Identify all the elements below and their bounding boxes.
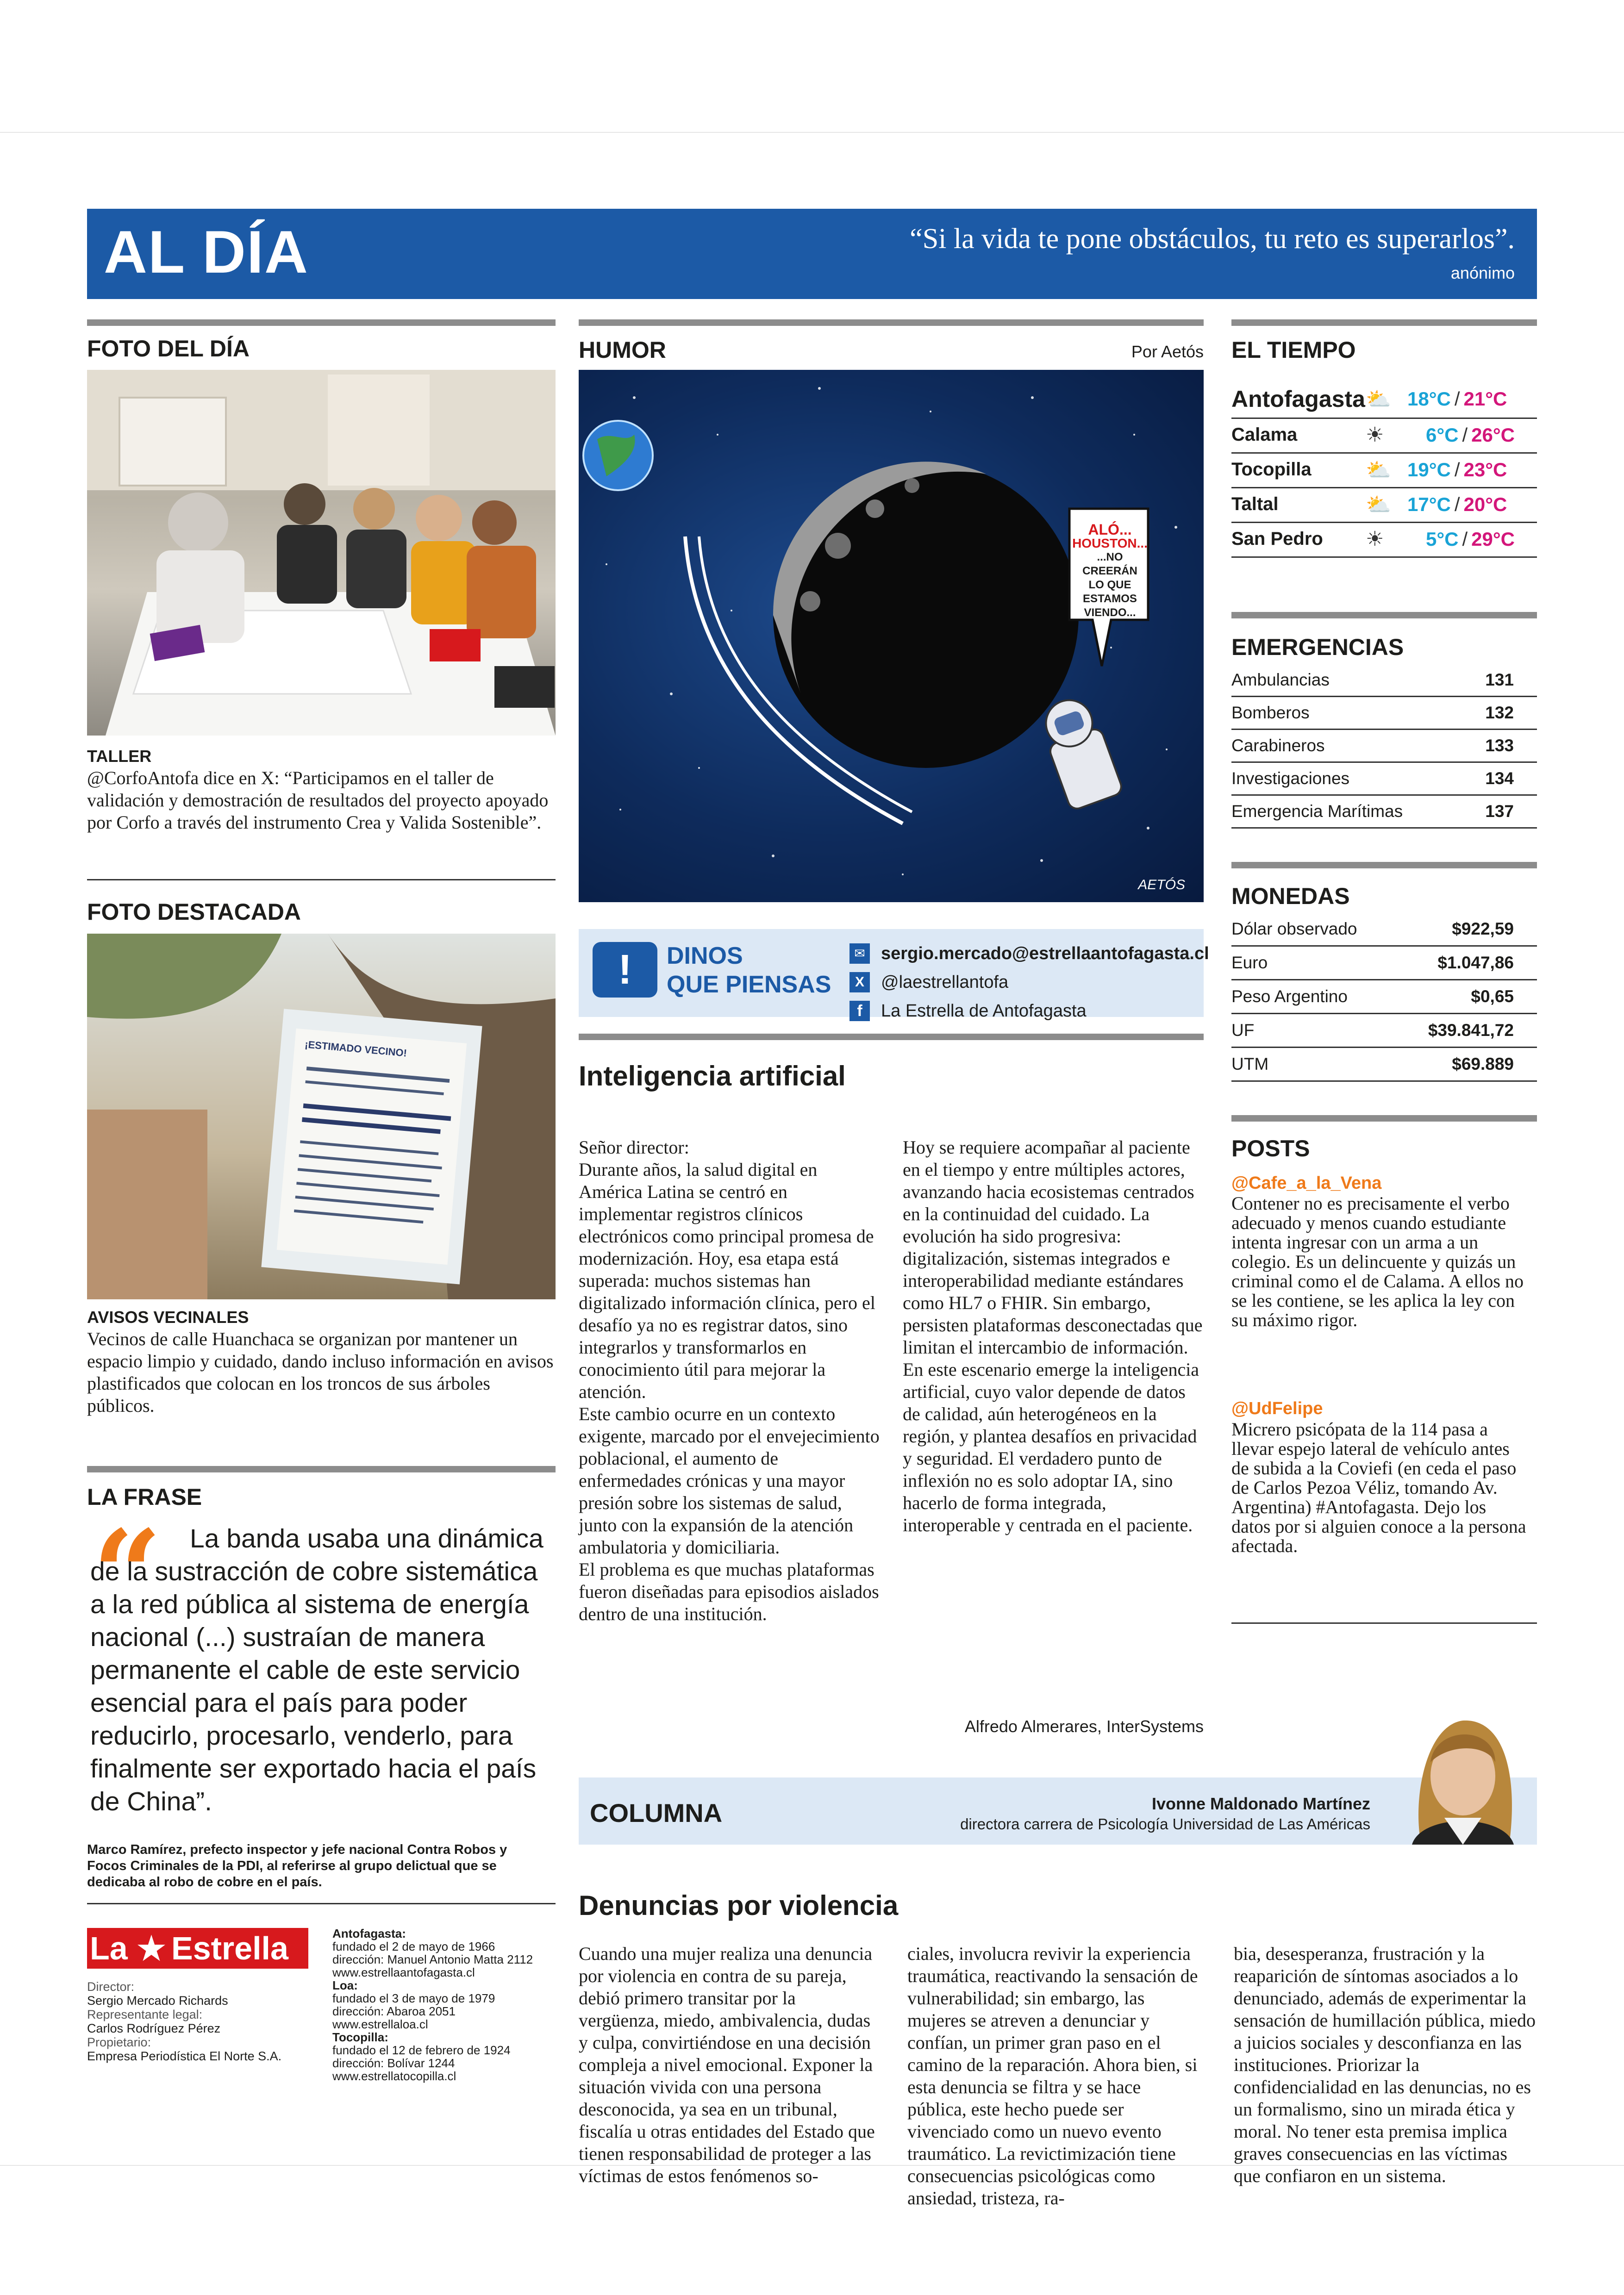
row-value: $0,65 <box>1471 987 1514 1006</box>
currency-row <box>1231 913 1537 947</box>
author-avatar <box>1393 1707 1528 1845</box>
carta-paragraph: Este cambio ocurre en un contexto exigente, marcado por el envejecimiento poblacional, el aumento de enfermedades crónicas y una mayor presión sobre los sistemas de salud, junto con la expansión de la atención ambulatoria y domiciliaria. <box>579 1403 880 1558</box>
weather-city: Antofagasta <box>1231 386 1365 412</box>
director-name: Sergio Mercado Richards <box>87 1994 228 2008</box>
columna-author: Ivonne Maldonado Martínez <box>1151 1794 1370 1813</box>
header-quote-author: anónimo <box>1450 263 1515 282</box>
newspaper-page <box>0 132 1624 2208</box>
currency-row <box>1231 1014 1537 1048</box>
post-text: Contener no es precisamente el verbo adecuado y menos cuando estudiante intenta ingresar con un arma a un colegio. Es un delincuente y quizás un criminal como el de Calama. A ellos no se les contiene, se les aplica la ley con su máximo rigor. <box>1231 1193 1524 1330</box>
weather-row: Tocopilla ⛅ 19°C / 23°C <box>1231 452 1537 488</box>
edition-line: fundado el 3 de mayo de 1979 <box>332 1991 495 2005</box>
dinos-box <box>579 929 1209 1021</box>
columna-title: Denuncias por violencia <box>579 1890 899 1921</box>
cartoon-illustration <box>579 370 1204 902</box>
carta-paragraph: En este escenario emerge la inteligencia artificial, cuyo valor depende de datos de calidad, aún heterogéneos en la región, y plantea desafíos en privacidad y seguridad. El verdadero punto de inflexión no es solo adoptar IA, sino hacerlo de forma integrada, interoperable y centrada en el paciente. <box>903 1359 1199 1535</box>
temp-max: 29°C <box>1471 528 1515 550</box>
row-value: $39.841,72 <box>1428 1021 1514 1040</box>
partly-cloudy-icon: ⛅ <box>1366 493 1391 516</box>
foto-destacada-caption: Vecinos de calle Huanchaca se organizan por mantener un espacio limpio y cuidado, dando incluso información en avisos plastificados que colocan en los troncos de sus árboles públicos. <box>87 1328 554 1416</box>
bubble-line: LO QUE <box>1088 579 1131 591</box>
row-value: $69.889 <box>1452 1054 1514 1073</box>
row-value: $922,59 <box>1452 919 1514 938</box>
currency-row <box>1231 980 1537 1014</box>
edition-loa <box>332 1979 556 2031</box>
row-value: 131 <box>1485 670 1514 689</box>
edition-line: www.estrellaantofagasta.cl <box>332 1965 475 1979</box>
edition-line: fundado el 12 de febrero de 1924 <box>332 2043 511 2057</box>
header-quote: “Si la vida te pone obstáculos, tu reto es superarlos”. <box>910 223 1515 255</box>
temp-min: 17°C <box>1407 493 1451 515</box>
columna-label: COLUMNA <box>590 1798 723 1827</box>
post-user[interactable]: @Cafe_a_la_Vena <box>1231 1173 1382 1193</box>
humor-cartoon[interactable] <box>579 370 1204 902</box>
post-text: Micrero psicópata de la 114 pasa a llevar espejo lateral de vehículo antes de subida a la Coviefi (en ceda el paso de Carlos Pezoa Véliz, tomando Av. Argentina) #Antofagasta. Dejo los datos por si alguien conoce a la persona afectada. <box>1231 1419 1526 1556</box>
section-title: AL DÍA <box>104 218 309 286</box>
partly-cloudy-icon: ⛅ <box>1366 458 1391 481</box>
row-label: UF <box>1231 1021 1255 1040</box>
sunny-icon: ☀ <box>1366 424 1384 446</box>
weather-row: San Pedro ☀ 5°C / 29°C <box>1231 522 1537 558</box>
row-label: Peso Argentino <box>1231 987 1348 1006</box>
temp-max: 21°C <box>1463 388 1507 410</box>
masthead-staff <box>87 1980 319 2063</box>
dinos-title-1: DINOS <box>667 942 743 969</box>
carta-col-2 <box>903 1136 1204 1536</box>
facebook-link[interactable] <box>849 997 1209 1025</box>
currency-row <box>1231 1048 1537 1082</box>
posts-heading: POSTS <box>1231 1135 1310 1161</box>
temp-min: 6°C <box>1426 424 1459 446</box>
director-label: Director: <box>87 1980 135 1994</box>
sunny-icon: ☀ <box>1366 528 1384 550</box>
edition-line: dirección: Manuel Antonio Matta 2112 <box>332 1952 533 1966</box>
author-portrait <box>1393 1707 1528 1845</box>
edition-city: Loa: <box>332 1978 358 1992</box>
carta-paragraph: Durante años, la salud digital en América Latina se centró en implementar registros clínicos electrónicos como principal promesa de modernización. Hoy, esa etapa está superada: muchos sistemas han digitalizado información clínica, pero el desafío ya no es registrar datos, sino integrarlos y transformarlos en conocimiento útil para mejorar la atención. <box>579 1159 875 1402</box>
emergency-row <box>1231 697 1537 730</box>
carta-paragraph: Señor director: <box>579 1137 689 1158</box>
foto-destacada-heading: FOTO DESTACADA <box>87 899 301 925</box>
weather-row: Antofagasta ⛅ 18°C / 21°C <box>1231 380 1537 419</box>
weather-city: San Pedro <box>1231 529 1323 549</box>
owner-label: Propietario: <box>87 2035 151 2049</box>
emergency-row <box>1231 730 1537 763</box>
monedas-heading: MONEDAS <box>1231 883 1350 909</box>
tiempo-heading: EL TIEMPO <box>1231 337 1356 363</box>
emergencias-heading: EMERGENCIAS <box>1231 634 1404 660</box>
foto-destacada-photo[interactable] <box>87 934 556 1299</box>
speech-bubble <box>1072 523 1148 620</box>
post-user[interactable]: @UdFelipe <box>1231 1399 1323 1418</box>
cartoon-signature: AETÓS <box>1138 877 1185 892</box>
foto-dia-caption: @CorfoAntofa dice en X: “Participamos en el taller de validación y demostración de resultados del proyecto apoyado por Corfo a través del instrumento Crea y Valida Sostenible”. <box>87 767 549 833</box>
columna-col-3: bia, desesperanza, frustración y la reaparición de síntomas asociados a lo denunciado, además de experimentar la sensación de humillación pública, miedo a juicios sociales y desconfianza en las instituciones. Priorizar la confidencialidad en las denuncias, no es un formalismo, sino un mirada ética y moral. No tener esta premisa implica graves consecuencias en las víctimas que confiaron en un sistema. <box>1234 1943 1536 2186</box>
temp-min: 5°C <box>1426 528 1459 550</box>
dinos-title-2: QUE PIENSAS <box>667 971 831 998</box>
row-value: 132 <box>1485 703 1514 722</box>
rep-label: Representante legal: <box>87 2008 203 2021</box>
edition-city: Tocopilla: <box>332 2030 388 2044</box>
bubble-line: ESTAMOS <box>1083 592 1137 605</box>
foto-dia-photo[interactable] <box>87 370 556 736</box>
owner-name: Empresa Periodística El Norte S.A. <box>87 2049 282 2063</box>
weather-city: Calama <box>1231 424 1298 445</box>
edition-tocopilla <box>332 2031 556 2083</box>
foto-dia-kicker: TALLER <box>87 747 152 766</box>
edition-line: www.estrellatocopilla.cl <box>332 2069 456 2083</box>
sign-title: ¡ESTIMADO VECINO! <box>304 1038 407 1059</box>
contact-list <box>849 939 1209 1025</box>
logo-estrella: Estrella <box>171 1930 288 1966</box>
weather-row: Calama ☀ 6°C / 26°C <box>1231 418 1537 454</box>
row-label: Dólar observado <box>1231 919 1357 938</box>
star-icon: ★ <box>135 1928 168 1970</box>
facebook-icon: f <box>849 1001 870 1021</box>
workshop-photo-illustration <box>87 370 556 736</box>
row-label: UTM <box>1231 1054 1269 1073</box>
bubble-line: HOUSTON... <box>1072 536 1148 550</box>
email-text: sergio.mercado@estrellaantofagasta.cl <box>881 944 1209 963</box>
temp-max: 26°C <box>1471 424 1515 446</box>
carta-paragraph: El problema es que muchas plataformas fueron diseñadas para episodios aislados dentro de una institución. <box>579 1559 879 1624</box>
frase-quote: La banda usaba una dinámica de la sustracción de cobre sistemática a la red pública al sistema de energía nacional (...) sustraían de manera permanente el cable de este servicio esencial para el país para poder reducirlo, procesarlo, venderlo, para finalmente ser exportado hacia el país de China”. <box>90 1524 543 1816</box>
rep-name: Carlos Rodríguez Pérez <box>87 2021 221 2035</box>
quote-mark-icon: “ <box>93 1504 162 1645</box>
temp-max: 23°C <box>1463 458 1507 480</box>
frase-heading: LA FRASE <box>87 1484 202 1510</box>
row-value: $1.047,86 <box>1437 953 1514 972</box>
temp-min: 19°C <box>1407 458 1451 480</box>
row-value: 137 <box>1485 802 1514 821</box>
row-label: Carabineros <box>1231 736 1325 755</box>
edition-antofagasta <box>332 1927 556 1979</box>
columna-col-2: ciales, involucra revivir la experiencia traumática, reactivando la sensación de vulnerabilidad; sin embargo, las mujeres se atreven a denunciar y confían, un primer gran paso en el camino de la reparación. Ahora bien, si esta denuncia se filtra y se hace pública, este hecho puede ser vivenciado como un nuevo evento traumático. La revictimización tiene consecuencias psicológicas como ansiedad, tristeza, ra- <box>907 1943 1198 2208</box>
alert-icon: ! <box>593 942 657 998</box>
row-label: Investigaciones <box>1231 769 1350 788</box>
edition-city: Antofagasta: <box>332 1927 406 1940</box>
la-estrella-logo[interactable] <box>87 1928 308 1969</box>
emergency-row <box>1231 664 1537 697</box>
carta-col-1 <box>579 1136 880 1625</box>
tree-notice-illustration <box>87 934 556 1299</box>
bubble-line: ...NO CREERÁN <box>1082 551 1137 577</box>
section-header <box>87 209 1537 299</box>
email-link[interactable] <box>849 939 1209 968</box>
row-label: Emergencia Marítimas <box>1231 802 1403 821</box>
columna-col-1: Cuando una mujer realiza una denuncia por violencia en contra de su pareja, debió primero transitar por la vergüenza, miedo, ambivalencia, dudas y culpa, convirtiéndose en una decisión compleja a nivel emocional. Exponer la situación vivida con una persona desconocida, ya sea en un tribunal, fiscalía u otras entidades del Estado que tienen responsabilidad de proteger a las víctimas de estos fenómenos so- <box>579 1943 875 2186</box>
row-value: 134 <box>1485 769 1514 788</box>
temp-min: 18°C <box>1407 388 1451 410</box>
temp-max: 20°C <box>1463 493 1507 515</box>
frase-attribution: Marco Ramírez, prefecto inspector y jefe nacional Contra Robos y Focos Criminales de la PDI, al referirse al grupo delictual que se dedicaba al robo de cobre en el país. <box>87 1842 507 1890</box>
foto-dia-heading: FOTO DEL DÍA <box>87 336 250 362</box>
humor-heading: HUMOR <box>579 337 666 363</box>
weather-city: Taltal <box>1231 494 1279 514</box>
bubble-line: VIENDO... <box>1084 606 1136 619</box>
carta-paragraph: Hoy se requiere acompañar al paciente en el tiempo y entre múltiples actores, avanzando hacia ecosistemas centrados en la continuidad del cuidado. La evolución ha sido progresiva: digitalización, sistemas integrados e interoperabilidad mediante estándares como HL7 o FHIR. Sin embargo, persisten plataformas desconectadas que limitan el intercambio de información. <box>903 1137 1203 1358</box>
columna-author-role: directora carrera de Psicología Universidad de Las Américas <box>960 1815 1370 1833</box>
logo-la: La <box>90 1930 128 1966</box>
foto-destacada-kicker: AVISOS VECINALES <box>87 1308 249 1327</box>
carta-signature: Alfredo Almerares, InterSystems <box>964 1717 1204 1736</box>
x-handle: @laestrellantofa <box>881 973 1009 992</box>
partly-cloudy-icon: ⛅ <box>1366 388 1391 411</box>
edition-line: dirección: Abaroa 2051 <box>332 2004 456 2018</box>
weather-row: Taltal ⛅ 17°C / 20°C <box>1231 487 1537 523</box>
masthead-editions <box>332 1927 556 2083</box>
x-link[interactable] <box>849 968 1209 997</box>
currency-row <box>1231 947 1537 980</box>
bubble-line: ALÓ... <box>1088 521 1132 538</box>
row-label: Ambulancias <box>1231 670 1330 689</box>
edition-line: dirección: Bolívar 1244 <box>332 2056 455 2070</box>
edition-line: fundado el 2 de mayo de 1966 <box>332 1940 495 1953</box>
row-value: 133 <box>1485 736 1514 755</box>
x-icon: X <box>849 972 870 992</box>
row-label: Euro <box>1231 953 1268 972</box>
emergency-row <box>1231 796 1537 829</box>
edition-line: www.estrellaloa.cl <box>332 2017 428 2031</box>
mail-icon: ✉ <box>849 943 870 964</box>
weather-city: Tocopilla <box>1231 459 1312 480</box>
emergency-row <box>1231 763 1537 796</box>
facebook-text: La Estrella de Antofagasta <box>881 1001 1087 1021</box>
row-label: Bomberos <box>1231 703 1310 722</box>
humor-byline: Por Aetós <box>1131 342 1204 361</box>
carta-title: Inteligencia artificial <box>579 1060 846 1091</box>
